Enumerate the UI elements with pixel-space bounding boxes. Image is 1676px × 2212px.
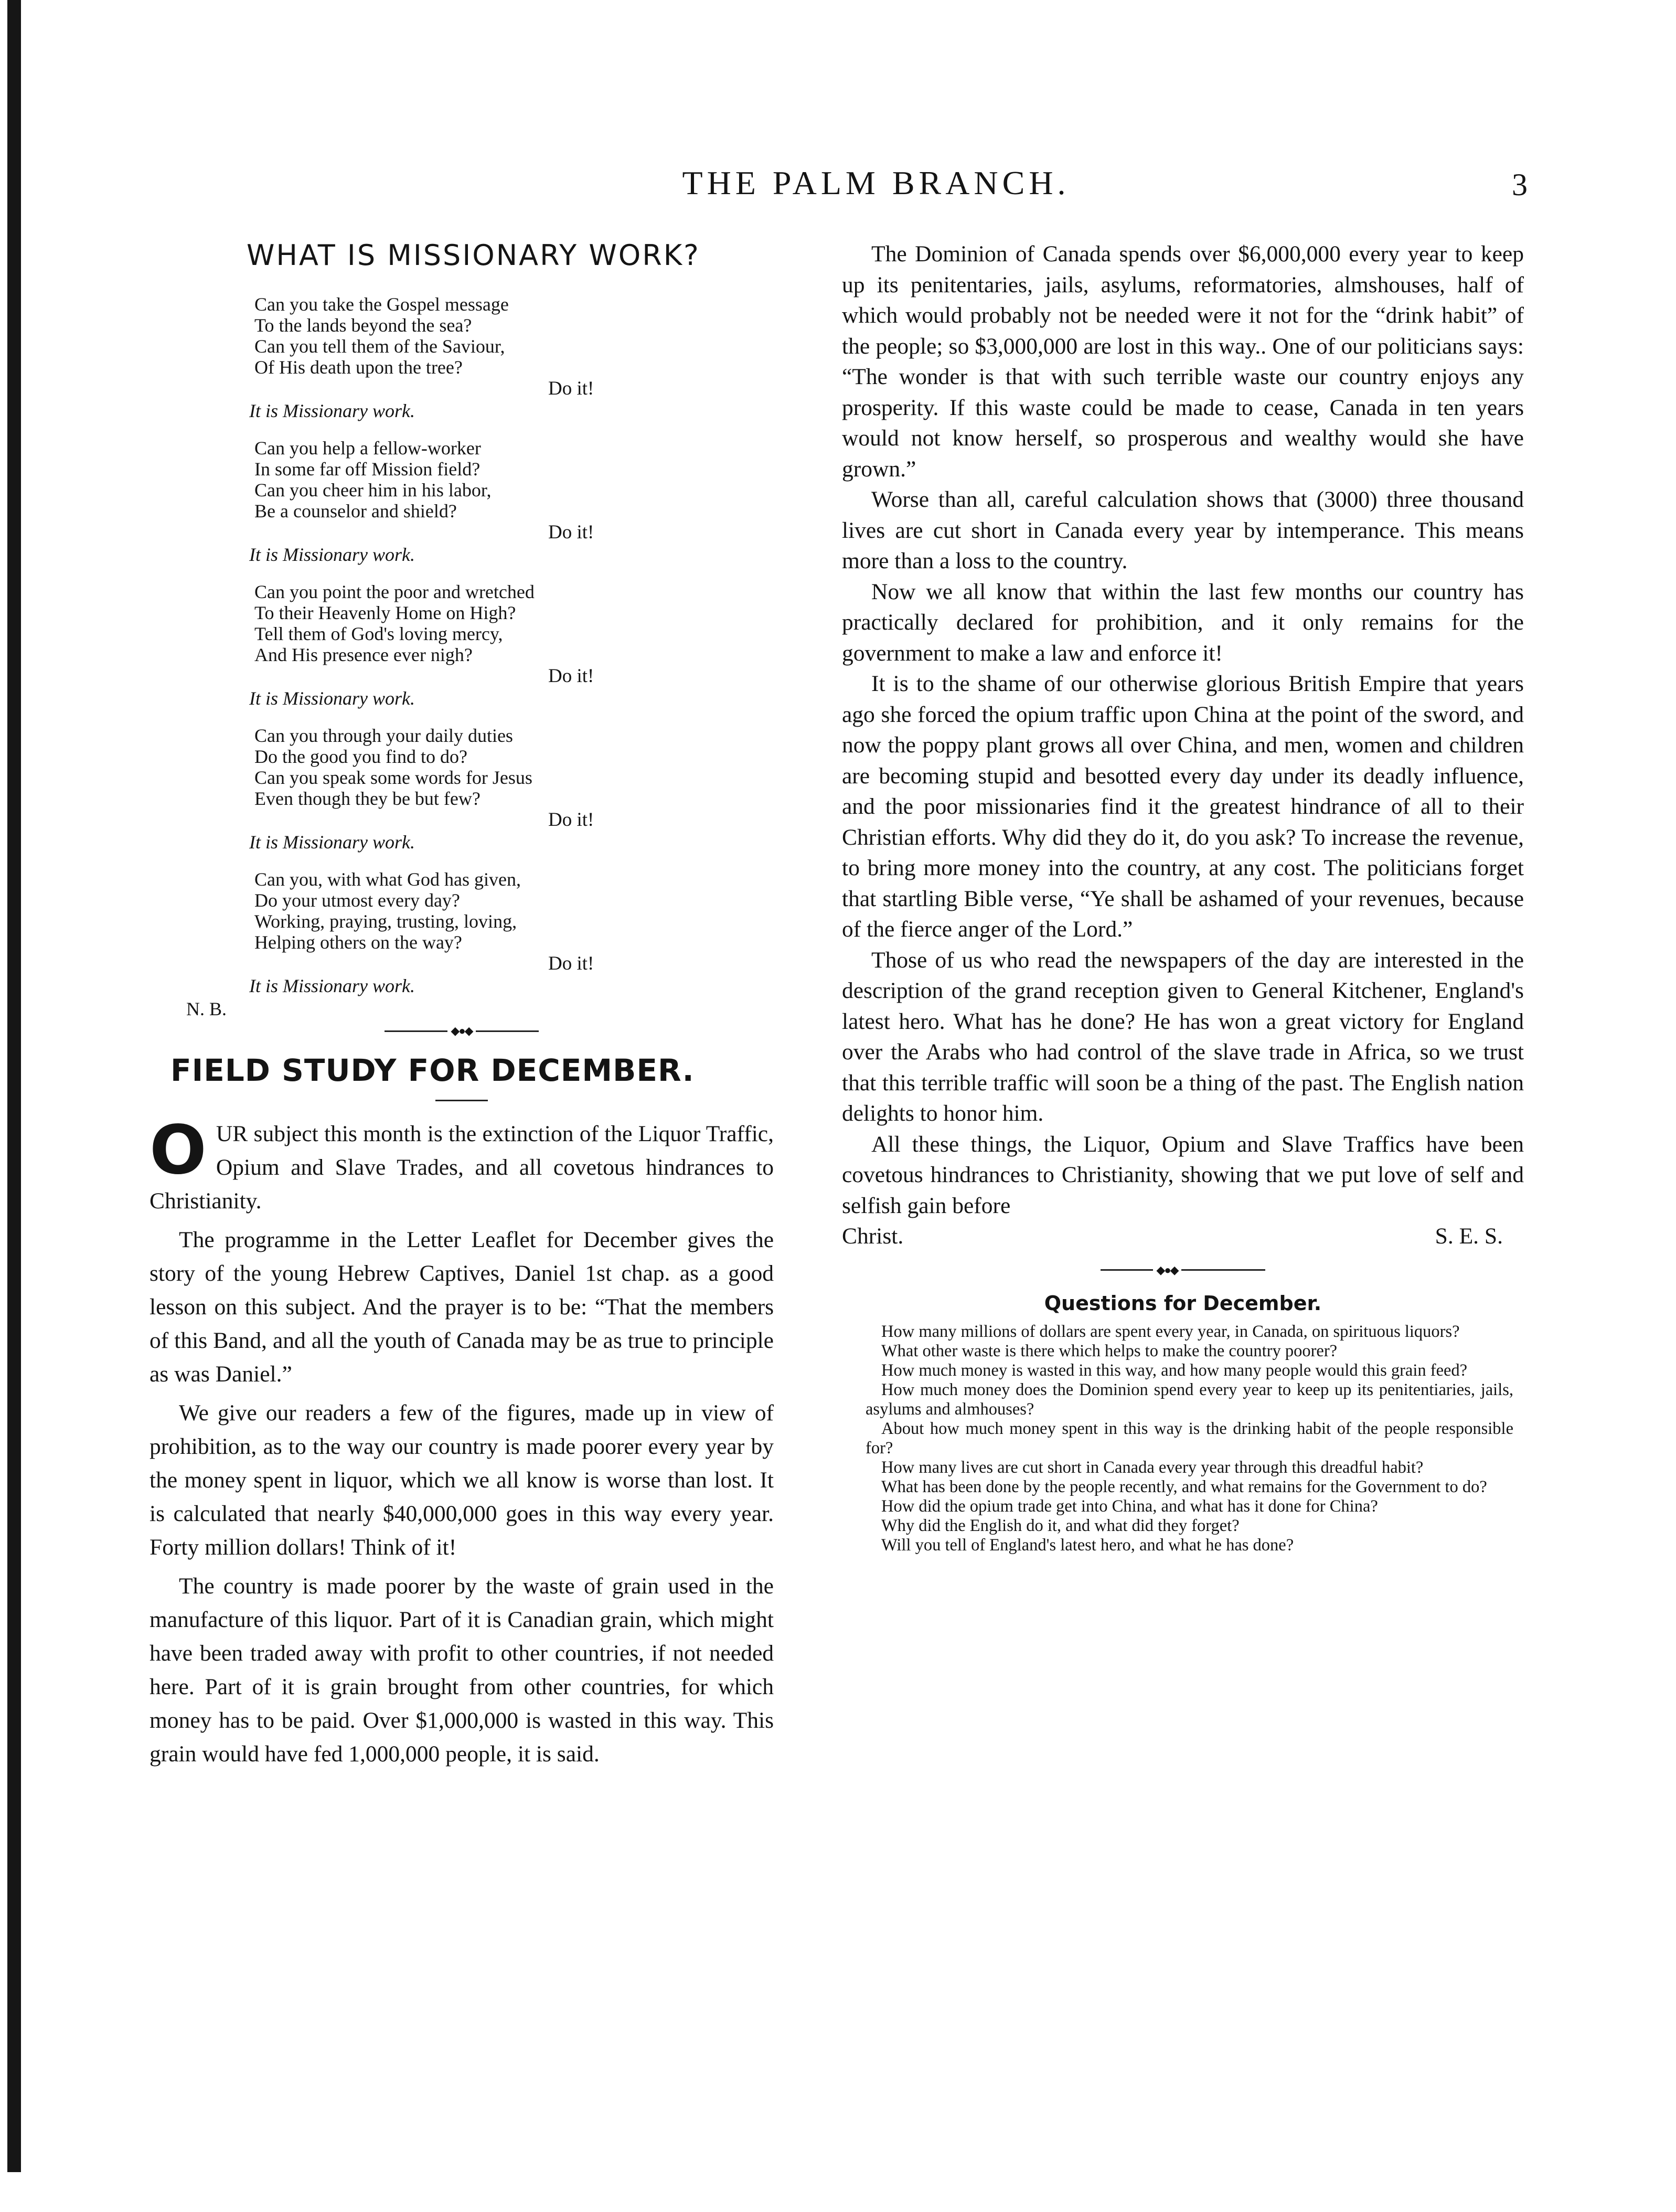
poem-stanza [249,581,774,709]
article-closing [842,1221,1524,1252]
page-number: 3 [1512,167,1528,202]
poem-line: In some far off Mission field? [254,459,481,480]
poem-stanza [249,438,774,566]
poem-line: Helping others on the way? [254,932,462,953]
question-item: How many millions of dollars are spent every year, in Canada, on spirituous liquors? [881,1322,1460,1341]
title-underline [435,1100,488,1101]
poem-line: Even though they be but few? [254,788,481,809]
article-paragraph: All these things, the Liquor, Opium and Slave Traffics have been covetous hindrances to Christianity, showing that we put love of self and selfish gain before [842,1131,1524,1218]
poem-line: Can you speak some words for Jesus [254,767,532,788]
question-item: What has been done by the people recently, and what remains for the Government to do? [881,1477,1487,1496]
poem-line: Tell them of God's loving mercy, [254,623,503,644]
question-item: What other waste is there which helps to make the country poorer? [881,1341,1338,1360]
article-paragraph: Those of us who read the newspapers of the day are interested in the description of the grand reception given to General Kitchener, England's latest hero. What has he done? He has won a great victory for England over the Arabs who had control of the slave trade in Africa, so we trust that this terrible traffic will soon be a thing of the past. The English nation delights to honor him. [842,947,1524,1126]
poem-line: Can you, with what God has given, [254,869,521,890]
poem-line: Do the good you find to do? [254,746,467,767]
question-item: Will you tell of England's latest hero, and what he has done? [881,1535,1294,1555]
questions-list [842,1322,1524,1555]
left-column [150,239,774,1776]
field-study-body [150,1111,774,1771]
poem-line: Do your utmost every day? [254,890,460,911]
poem-do-it: Do it! [548,378,594,399]
poem-stanza [249,294,774,422]
question-item: How much money does the Dominion spend every year to keep up its penitentiaries, jails, asylums and almhouses? [866,1380,1513,1419]
poem-line: Can you through your daily duties [254,725,513,746]
poem-signature: N. B. [186,998,227,1019]
closing-word: Christ. [842,1224,904,1249]
question-item: How much money is wasted in this way, and how many people would this grain feed? [881,1360,1468,1380]
poem-line: Working, praying, trusting, loving, [254,911,517,932]
poem-line: To their Heavenly Home on High? [254,602,516,623]
poem-do-it: Do it! [548,665,594,687]
article-paragraph: The programme in the Letter Leaflet for December gives the story of the young Hebrew Captives, Daniel 1st chap. as a good lesson on this subject. And the prayer is to be: “That the members of this Band, and all the youth of Canada may be as true to principle as was Daniel.” [150,1227,774,1387]
questions-title: Questions for December. [1044,1291,1322,1315]
poem-line: Can you take the Gospel message [254,294,509,315]
poem-body [150,294,774,1020]
field-study-title: FIELD STUDY FOR DECEMBER. [170,1052,695,1088]
poem-do-it: Do it! [548,809,594,831]
poem-line: Be a counselor and shield? [254,501,457,522]
page-binding-edge [7,0,21,2172]
poem-line: Can you tell them of the Saviour, [254,336,505,357]
poem-line: Can you help a fellow-worker [254,438,481,459]
article-paragraph [150,1111,774,1218]
question-item: About how much money spent in this way is the drinking habit of the people responsible for? [866,1419,1513,1458]
question-item: How did the opium trade get into China, and what has it done for China? [881,1496,1378,1516]
question-item: Why did the English do it, and what did they forget? [881,1516,1240,1535]
poem-title: WHAT IS MISSIONARY WORK? [247,239,700,272]
article-paragraph: Worse than all, careful calculation shows that (3000) three thousand lives are cut short in Canada every year by intemperance. This means more than a loss to the country. [842,487,1524,573]
article-paragraph: We give our readers a few of the figures, made up in view of prohibition, as to the way our country is made poorer every year by the money spent in liquor, which we all know is worse than lost. It is calculated that nearly $40,000,000 goes in this way every year. Forty million dollars! Think of it! [150,1400,774,1560]
running-header-title: THE PALM BRANCH. [682,164,1070,201]
ornamental-divider: ◆●◆ [842,1264,1524,1276]
poem-refrain: It is Missionary work. [249,400,415,421]
poem-line: To the lands beyond the sea? [254,315,472,336]
poem-refrain: It is Missionary work. [249,832,415,853]
article-paragraph: The Dominion of Canada spends over $6,000,000 every year to keep up its penitentaries, jails, asylums, reformatories, almshouses, half of which would probably not be needed were it not for the “drink habit” of the people; so $3,000,000 are lost in this way.. One of our politicians says: “The wonder is that with such terrible waste our country enjoys any prosperity. If this waste could be made to cease, Canada in ten years would not know herself, so prosperous and wealthy would she have grown.” [842,241,1524,482]
poem-refrain: It is Missionary work. [249,688,415,709]
poem-stanza [249,869,774,997]
poem-stanza [249,725,774,853]
paragraph-text: UR subject this month is the extinction of the Liquor Traffic, Opium and Slave Trades, and all covetous hindrances to Christianity. [150,1121,774,1214]
poem-line: And His presence ever nigh? [254,644,473,665]
drop-cap: O [150,1111,207,1189]
poem-do-it: Do it! [548,522,594,543]
right-column [842,239,1524,1555]
ornamental-divider: ◆●◆ [150,1025,774,1037]
author-initials: S. E. S. [1435,1224,1503,1249]
poem-line: Can you point the poor and wretched [254,581,535,602]
article-paragraph: It is to the shame of our otherwise glorious British Empire that years ago she forced the opium traffic upon China at the point of the sword, and now the poppy plant grows all over China, and men, women and children are becoming stupid and besotted every day under its deadly influence, and the poor missionaries find it the greatest hindrance of all to their Christian efforts. Why did they do it, do you ask? To increase the revenue, to bring more money into the country, at any cost. The politicians forget that startling Bible verse, “Ye shall be ashamed of your revenues, because of the fierce anger of the Lord.” [842,671,1524,942]
poem-line: Of His death upon the tree? [254,357,463,378]
article-paragraph: The country is made poorer by the waste of grain used in the manufacture of this liquor. Part of it is Canadian grain, which might have been traded away with profit to other countries, if not needed here. Part of it is grain brought from other countries, for which money has to be paid. Over $1,000,000 is wasted in this way. This grain would have fed 1,000,000 people, it is said. [150,1573,774,1767]
poem-refrain: It is Missionary work. [249,544,415,565]
article-paragraph: Now we all know that within the last few months our country has practically declared for prohibition, and it only remains for the government to make a law and enforce it! [842,579,1524,666]
poem-refrain: It is Missionary work. [249,975,415,996]
poem-line: Can you cheer him in his labor, [254,480,492,501]
question-item: How many lives are cut short in Canada every year through this dreadful habit? [881,1458,1424,1477]
article-continued [842,239,1524,1252]
poem-do-it: Do it! [548,953,594,974]
